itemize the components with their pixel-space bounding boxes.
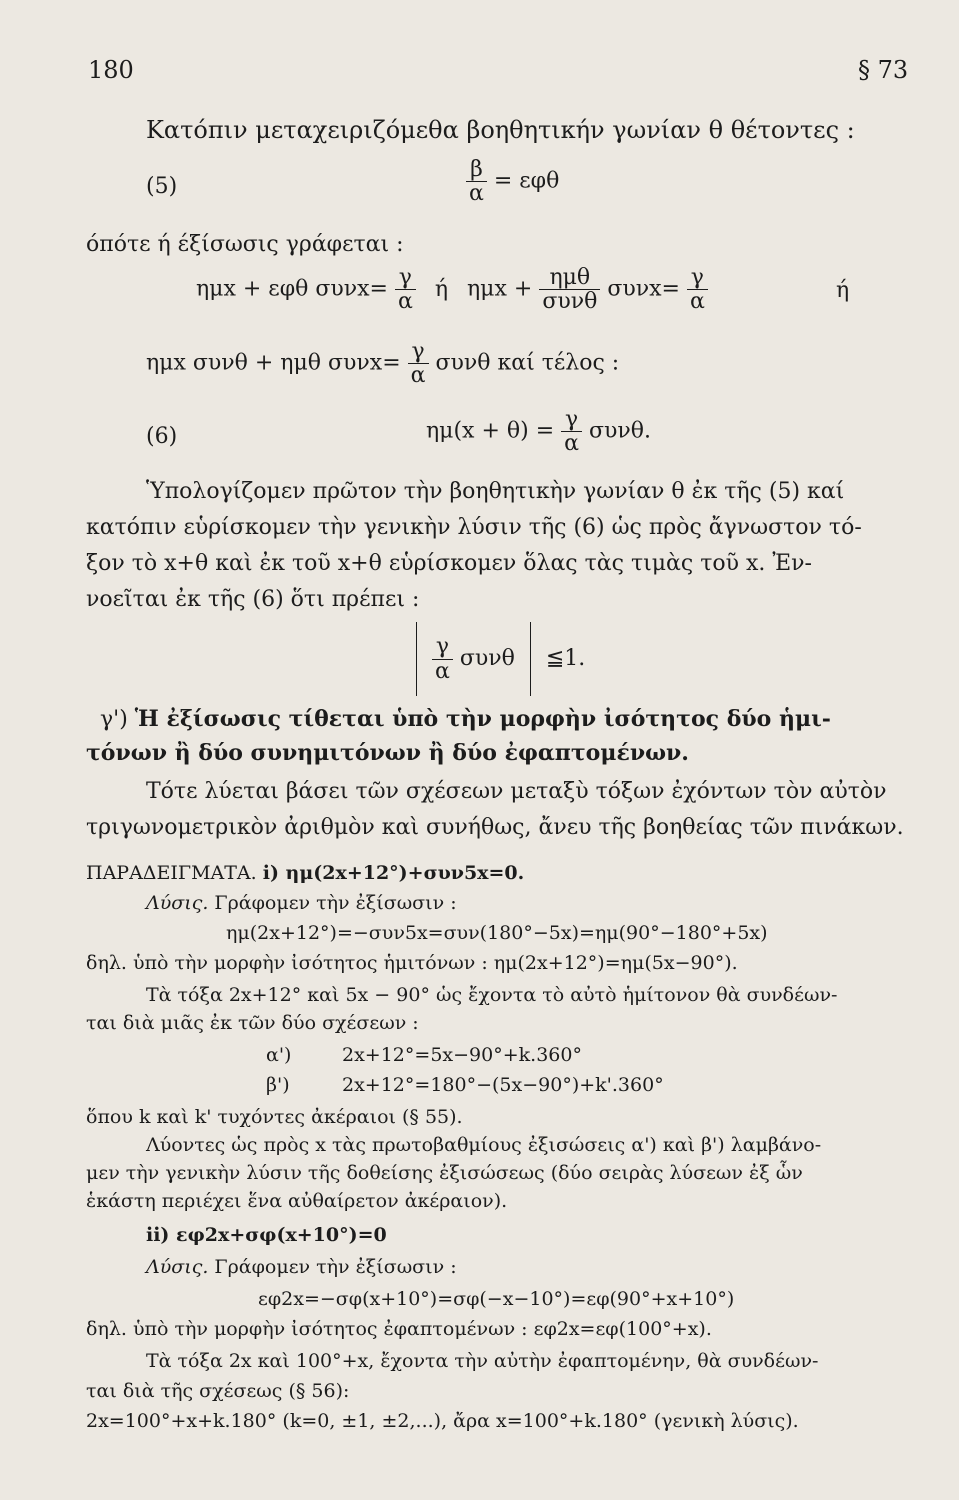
page-number: 180 [88,56,134,84]
section-number: § 73 [858,56,909,84]
fraction-denominator: α [395,289,416,313]
eq5-rhs: = εφθ [493,168,560,194]
opou-line: ὅπου k καὶ k' τυχόντες ἀκέραιοι (§ 55). [86,1106,463,1128]
row2-part1: ημx συνθ + ημθ συνx= [146,350,401,376]
intro-line: Κατόπιν μεταχειριζόμεθα βοηθητικήν γωνίαν θ θέτοντες : [146,116,855,144]
row1-part3: συνx= [607,276,680,302]
case-c-label: γ') [100,707,128,732]
abs-rhs: ≦1. [545,646,586,671]
fraction-denominator: συνθ [539,289,600,313]
case-c-line-2: τόνων ἢ δύο συνημιτόνων ἢ δύο ἐφαπτομένων. [86,740,689,766]
paragraph-solution-method [86,774,904,846]
equation-b: εφ2x=−σφ(x+10°)=σφ(−x−10°)=εφ(90°+x+10°) [258,1288,735,1310]
case-c-heading: Ἡ ἐξίσωσις τίθεται ὑπὸ τὴν μορφὴν ἰσότητος δύο ἡμι- [134,706,831,732]
case-c-line-1 [100,706,831,732]
row1-fraction-1 [395,266,416,313]
row1-or-2: ή [836,278,850,303]
fraction-denominator: α [561,431,582,455]
lysis-1-line [146,892,457,914]
row1-or-1: ή [434,276,448,302]
relation-a: 2x+12°=5x−90°+k.360° [342,1044,582,1066]
example-1-title: i) ημ(2x+12°)+συν5x=0. [262,862,525,884]
eq6-fraction [561,408,582,455]
relation-b-label: β') [266,1074,290,1096]
eq6-lhs: ημ(x + θ) = [426,418,555,444]
fraction-numerator: γ [565,407,579,432]
row1-fraction-2 [539,266,600,313]
dil-2-line: δηλ. ὑπὸ τὴν μορφὴν ἰσότητος ἐφαπτομένων : εφ2x=εφ(100°+x). [86,1318,712,1340]
lysis-2-label: Λύσις. [146,1256,209,1278]
fraction-numerator: γ [435,634,449,660]
eq6-label: (6) [146,424,178,449]
row2-part2: συνθ καί τέλος : [435,350,620,376]
fraction-numerator: ημθ [549,265,591,290]
lysis-2-line [146,1256,457,1278]
eq6-equation [426,408,651,455]
lysis-2-text: Γράφομεν τὴν ἐξίσωσιν : [214,1256,457,1278]
abs-bar-left [416,622,417,696]
abs-bar-right [530,622,531,696]
example-1-text-line-1: Τὰ τόξα 2x+12° καὶ 5x − 90° ὡς ἔχοντα τὸ αὐτὸ ἡμίτονον θὰ συνδέων- [146,984,838,1006]
fraction-numerator: γ [398,265,412,290]
eq5-fraction [466,158,487,205]
absolute-value-inequality [408,622,585,696]
example-1-conclusion-line-3: ἑκάστη περιέχει ἕνα αὐθαίρετον ἀκέραιον). [86,1190,508,1212]
example-2-text-line-1: Τὰ τόξα 2x καὶ 100°+x, ἔχοντα τὴν αὐτὴν ἐφαπτομένην, θὰ συνδέων- [146,1350,819,1372]
example-1-text-line-2: ται διὰ μιᾶς ἐκ τῶν δύο σχέσεων : [86,1012,419,1034]
lysis-1-text: Γράφομεν τὴν ἐξίσωσιν : [214,892,457,914]
paragraph-line: τριγωνομετρικὸν ἀριθμὸν καὶ συνήθως, ἄνευ τῆς βοηθείας τῶν πινάκων. [86,815,904,840]
paragraph-line: νοεῖται ἐκ τῆς (6) ὅτι πρέπει : [86,587,420,612]
paragraph-line: Ὑπολογίζομεν πρῶτον τὴν βοηθητικὴν γωνίαν θ ἐκ τῆς (5) καί [146,479,845,504]
fraction-numerator: γ [690,265,704,290]
equation-a: ημ(2x+12°)=−συν5x=συν(180°−5x)=ημ(90°−180°+5x) [226,922,768,944]
fraction-numerator: β [470,157,483,182]
example-1-conclusion-line-1: Λύοντες ὡς πρὸς x τὰς πρωτοβαθμίους ἐξισώσεις α') καὶ β') λαμβάνο- [146,1134,822,1156]
equation-row-2 [146,340,619,387]
lysis-1-label: Λύσις. [146,892,209,914]
example-1-conclusion-line-2: μεν τὴν γενικὴν λύσιν τῆς δοθείσης ἐξισώσεως (δύο σειρὰς λύσεων ἐξ ὧν [86,1162,803,1184]
row1-fraction-3 [687,266,708,313]
dil-1-line: δηλ. ὑπὸ τὴν μορφὴν ἰσότητος ἡμιτόνων : ημ(2x+12°)=ημ(5x−90°). [86,952,738,974]
paragraph-line: κατόπιν εὑρίσκομεν τὴν γενικὴν λύσιν τῆς (6) ὡς πρὸς ἄγνωστον τό- [86,515,862,540]
fraction-denominator: α [432,659,453,683]
eq6-rhs: συνθ. [589,418,652,444]
fraction-denominator: α [466,181,487,205]
example-2-text-line-2: ται διὰ τῆς σχέσεως (§ 56): [86,1380,350,1402]
paragraph-line: ξον τὸ x+θ καὶ ἐκ τοῦ x+θ εὑρίσκομεν ὅλας τὰς τιμὰς τοῦ x. Ἐν- [86,551,812,576]
opote-line: όπότε ή έξίσωσις γράφεται : [86,232,404,257]
eq5-label: (5) [146,174,178,199]
fraction-numerator: γ [411,339,425,364]
examples-heading-line [86,862,524,884]
final-solution-line: 2x=100°+x+k.180° (k=0, ±1, ±2,...), ἄρα x=100°+k.180° (γενικὴ λύσις). [86,1410,799,1432]
fraction-denominator: α [408,363,429,387]
row2-fraction [408,340,429,387]
abs-fraction [432,635,453,682]
row1-part1: ημx + εφθ συνx= [196,276,388,302]
paragraph-auxiliary-angle [86,474,862,618]
examples-heading: ΠΑΡΑΔΕΙΓΜΑΤΑ. [86,862,257,884]
relation-b: 2x+12°=180°−(5x−90°)+k'.360° [342,1074,664,1096]
abs-text: συνθ [459,646,515,671]
fraction-denominator: α [687,289,708,313]
relation-a-label: α') [266,1044,292,1066]
paragraph-line: Τότε λύεται βάσει τῶν σχέσεων μεταξὺ τόξων ἐχόντων τὸν αὐτὸν [146,779,887,804]
equation-row-1 [196,266,708,313]
example-2-title: ii) εφ2x+σφ(x+10°)=0 [146,1224,387,1246]
row1-part2: ημx + [467,276,533,302]
eq5-equation [466,158,559,205]
